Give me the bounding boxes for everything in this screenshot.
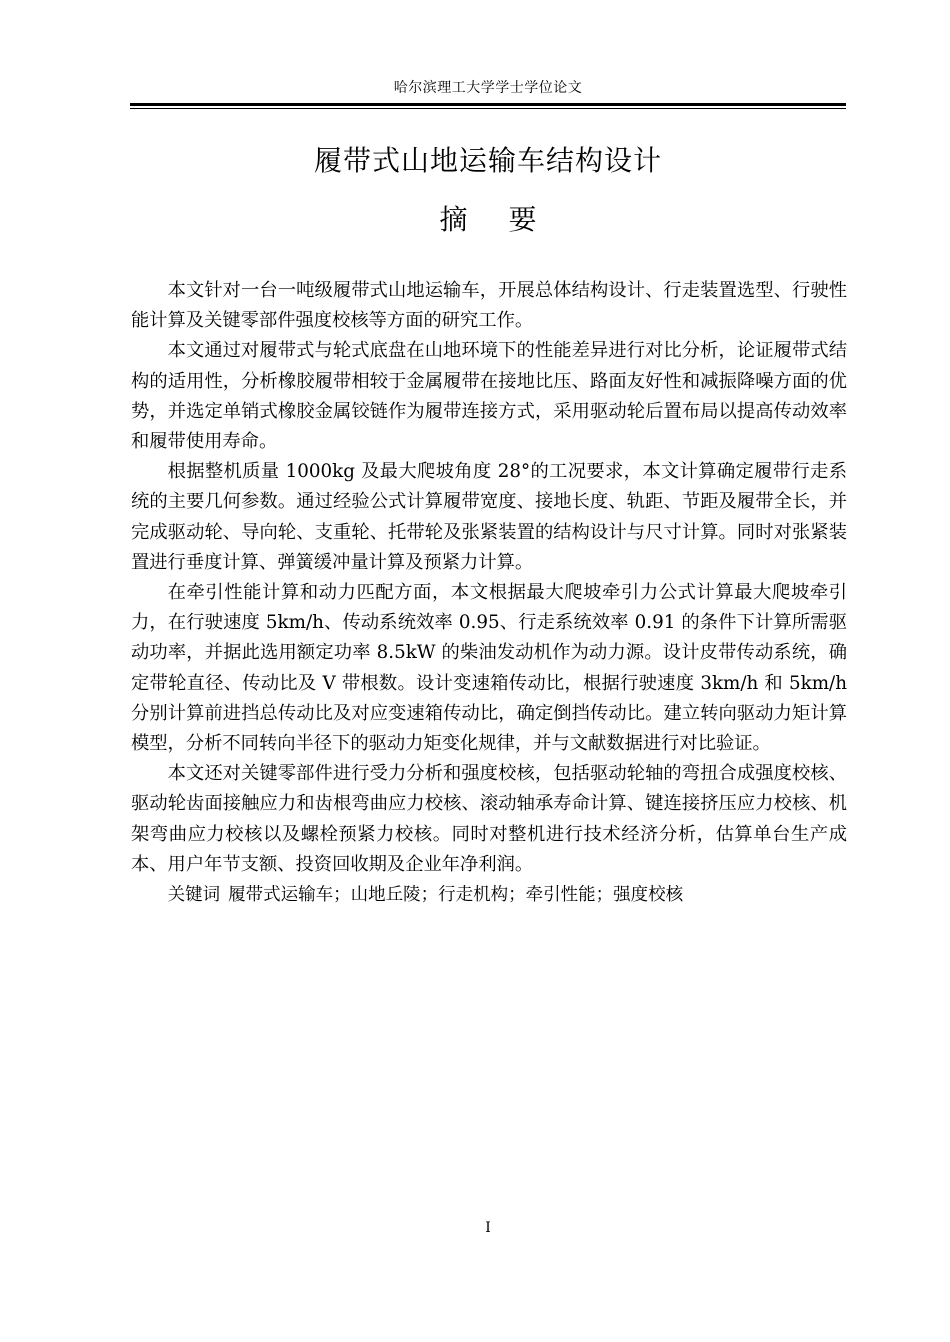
abstract-body bbox=[131, 276, 847, 910]
abstract-paragraph: 本文通过对履带式与轮式底盘在山地环境下的性能差异进行对比分析，论证履带式结构的适用性，分析橡胶履带相较于金属履带在接地比压、路面友好性和减振降噪方面的优势，并选定单销式橡胶金属铰链作为履带连接方式，采用驱动轮后置布局以提高传动效率和履带使用寿命。 bbox=[131, 340, 847, 453]
keywords-line bbox=[131, 880, 847, 910]
keywords-label: 关键词 bbox=[167, 885, 221, 906]
document-title: 履带式山地运输车结构设计 bbox=[313, 144, 662, 177]
abstract-paragraph: 本文针对一台一吨级履带式山地运输车，开展总体结构设计、行走装置选型、行驶性能计算及关键零部件强度校核等方面的研究工作。 bbox=[131, 280, 847, 332]
abstract-paragraph: 在牵引性能计算和动力匹配方面，本文根据最大爬坡牵引力公式计算最大爬坡牵引力，在行驶速度 5km/h、传动系统效率 0.95、行走系统效率 0.91 的条件下计算所需驱动功率，并据此选用额定功率 8.5kW 的柴油发动机作为动力源。设计皮带传动系统，确定带轮直径、传动比及 V 带根数。设计变速箱传动比，根据行驶速度 3km/h 和 5km/h 分别计算前进挡总传动比及对应变速箱传动比，确定倒挡传动比。建立转向驱动力矩计算模型，分析不同转向半径下的驱动力矩变化规律，并与文献数据进行对比验证。 bbox=[131, 582, 847, 755]
abstract-paragraph: 本文还对关键零部件进行受力分析和强度校核，包括驱动轮轴的弯扭合成强度校核、驱动轮齿面接触应力和齿根弯曲应力校核、滚动轴承寿命计算、键连接挤压应力校核、机架弯曲应力校核以及螺栓预紧力校核。同时对整机进行技术经济分析，估算单台生产成本、用户年节支额、投资回收期及企业年净利润。 bbox=[131, 763, 847, 875]
page-number: I bbox=[485, 1220, 491, 1236]
running-header: 哈尔滨理工大学学士学位论文 bbox=[393, 80, 583, 96]
abstract-paragraph: 根据整机质量 1000kg 及最大爬坡角度 28°的工况要求，本文计算确定履带行走系统的主要几何参数。通过经验公式计算履带宽度、接地长度、轨距、节距及履带全长，并完成驱动轮、导向轮、支重轮、托带轮及张紧装置的结构设计与尺寸计算。同时对张紧装置进行垂度计算、弹簧缓冲量计算及预紧力计算。 bbox=[131, 461, 847, 573]
header-rule-thick bbox=[130, 103, 846, 106]
header-rule-thin bbox=[130, 108, 846, 109]
keywords-text: 履带式运输车；山地丘陵；行走机构；牵引性能；强度校核 bbox=[228, 885, 684, 906]
abstract-heading: 摘 要 bbox=[439, 203, 553, 236]
